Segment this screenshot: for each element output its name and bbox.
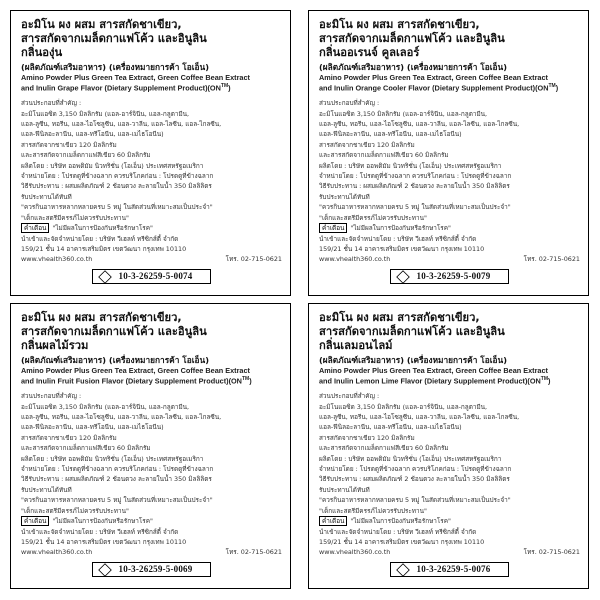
fda-registration-number: 10-3-26259-5-0079 (416, 270, 491, 281)
warning-row (21, 223, 282, 233)
fda-registration-number: 10-3-26259-5-0074 (118, 270, 193, 281)
website-text: www.vhealth360.co.th (319, 255, 391, 264)
label-text-line: "เด็กและสตรีมีครรภ์ไม่ควรรับประทาน" (21, 213, 129, 222)
label-text-line: "เด็กและสตรีมีครรภ์ไม่ควรรับประทาน" (319, 506, 427, 515)
warning-row (21, 516, 282, 526)
label-text-line: จำหน่ายโดย : โปรดดูที่ข้างฉลาก ควรบริโภคก่อน : โปรดดูที่ข้างฉลาก (21, 172, 214, 181)
label-text-line: อะมิโนแอซิด 3,150 มิลลิกรัม (แอล-อาร์จินีน, แอล-กลูตามีน, (21, 402, 190, 411)
english-name-line-1: Amino Powder Plus Green Tea Extract, Green Coffee Bean Extract (21, 73, 250, 82)
importer-line: นำเข้าและจัดจำหน่ายโดย : บริษัท วีเฮลท์ ทรีซิกส์ตี้ จำกัด (319, 234, 477, 243)
label-text-line: แอล-ฟีนิลอะลานีน, แอล-ทรีโอนีน, แอล-เมไธโอนีน) (21, 423, 164, 432)
warning-text: "ไม่มีผลในการป้องกันหรือรักษาโรค" (52, 517, 153, 526)
product-label-1 (10, 10, 291, 296)
label-text-line: "ควรกินอาหารหลากหลายครบ 5 หมู่ ในสัดส่วนที่เหมาะสมเป็นประจำ" (319, 203, 511, 212)
label-text-line: ส่วนประกอบที่สำคัญ : (21, 392, 82, 401)
english-name-line-1: Amino Powder Plus Green Tea Extract, Green Coffee Bean Extract (319, 366, 548, 375)
importer-line: นำเข้าและจัดจำหน่ายโดย : บริษัท วีเฮลท์ ทรีซิกส์ตี้ จำกัด (21, 234, 179, 243)
fda-registration-number: 10-3-26259-5-0076 (416, 563, 491, 574)
warning-label: คำเตือน (21, 223, 49, 233)
label-text-line: "ควรกินอาหารหลากหลายครบ 5 หมู่ ในสัดส่วนที่เหมาะสมเป็นประจำ" (21, 203, 213, 212)
trademark-mark: TM (220, 83, 229, 90)
label-text-line: สารสกัดจากชาเขียว 120 มิลลิกรัม (21, 433, 117, 442)
product-category: (ผลิตภัณฑ์เสริมอาหาร) (เครื่องหมายการค้า โอเอ็น) (21, 355, 209, 365)
label-text-line: อะมิโนแอซิด 3,150 มิลลิกรัม (แอล-อาร์จินีน, แอล-กลูตามีน, (319, 402, 488, 411)
product-label-4 (308, 303, 589, 589)
product-flavor: กลิ่นองุ่น (21, 46, 63, 59)
warning-text: "ไม่มีผลในการป้องกันหรือรักษาโรค" (52, 224, 153, 233)
label-text-line: "ควรกินอาหารหลากหลายครบ 5 หมู่ ในสัดส่วนที่เหมาะสมเป็นประจำ" (21, 496, 213, 505)
product-title-line-1: อะมิโน ผง ผสม สารสกัดชาเขียว, (21, 18, 182, 31)
label-text-line: วิธีรับประทาน : ผสมผลิตภัณฑ์ 2 ช้อนตวง ละลายในน้ำ 350 มิลลิลิตร (319, 475, 510, 484)
label-text-line: รับประทานได้ทันที (21, 485, 72, 494)
fda-registration (21, 562, 282, 577)
phone-text: โทร. 02-715-0621 (225, 548, 282, 557)
address-line: 159/21 ชั้น 14 อาคารเสริมมิตร เขตวัฒนา กรุงเทพ 10110 (21, 244, 187, 253)
label-text-line: อะมิโนแอซิด 3,150 มิลลิกรัม (แอล-อาร์จินีน, แอล-กลูตามีน, (21, 109, 190, 118)
product-title-line-2: สารสกัดจากเมล็ดกาแฟโค้ว และอินูลิน (319, 325, 505, 338)
website-text: www.vhealth360.co.th (21, 255, 93, 264)
trademark-mark: TM (241, 376, 250, 383)
website-text: www.vhealth360.co.th (319, 548, 391, 557)
warning-label: คำเตือน (21, 516, 49, 526)
label-text-line: จำหน่ายโดย : โปรดดูที่ข้างฉลาก ควรบริโภคก่อน : โปรดดูที่ข้างฉลาก (319, 465, 512, 474)
label-text-line: แอล-ฟีนิลอะลานีน, แอล-ทรีโอนีน, แอล-เมไธโอนีน) (319, 423, 462, 432)
fda-registration-box (92, 562, 212, 577)
product-flavor: กลิ่นผลไม้รวม (21, 339, 89, 352)
label-text-line: แอล-ฟีนิลอะลานีน, แอล-ทรีโอนีน, แอล-เมไธโอนีน) (319, 130, 462, 139)
product-category: (ผลิตภัณฑ์เสริมอาหาร) (เครื่องหมายการค้า โอเอ็น) (21, 62, 209, 72)
fda-logo-icon (98, 271, 110, 282)
product-title-line-2: สารสกัดจากเมล็ดกาแฟโค้ว และอินูลิน (21, 32, 207, 45)
warning-label: คำเตือน (319, 516, 347, 526)
label-text-line: วิธีรับประทาน : ผสมผลิตภัณฑ์ 2 ช้อนตวง ละลายในน้ำ 350 มิลลิลิตร (21, 475, 212, 484)
label-text-line: แอล-ลูซีน, ทอรีน, แอล-ไอโซลูซีน, แอล-วาลีน, แอล-ไลซีน, แอล-ไกลซีน, (319, 413, 520, 422)
contact-line (319, 254, 580, 264)
english-name-line-2: and Inulin Fruit Fusion Flavor (Dietary Supplement Product)(ON™) (21, 376, 252, 386)
english-name-line-1: Amino Powder Plus Green Tea Extract, Green Coffee Bean Extract (21, 366, 250, 375)
label-text-line: และสารสกัดจากเมล็ดกาแฟสีเขียว 60 มิลลิกรัม (21, 151, 151, 160)
contact-line (21, 547, 282, 557)
warning-row (319, 223, 580, 233)
phone-text: โทร. 02-715-0621 (225, 255, 282, 264)
fda-registration-box (390, 269, 510, 284)
fda-logo-icon (396, 271, 408, 282)
importer-line: นำเข้าและจัดจำหน่ายโดย : บริษัท วีเฮลท์ ทรีซิกส์ตี้ จำกัด (319, 527, 477, 536)
product-category: (ผลิตภัณฑ์เสริมอาหาร) (เครื่องหมายการค้า โอเอ็น) (319, 355, 507, 365)
label-text-line: สารสกัดจากชาเขียว 120 มิลลิกรัม (319, 433, 415, 442)
label-text-line: ผลิตโดย : บริษัท ออพติมัม นิวทริชั่น (โอเอ็น) ประเทศสหรัฐอเมริกา (21, 454, 204, 463)
label-text-line: แอล-ลูซีน, ทอรีน, แอล-ไอโซลูซีน, แอล-วาลีน, แอล-ไลซีน, แอล-ไกลซีน, (319, 120, 520, 129)
contact-line (21, 254, 282, 264)
trademark-mark: TM (548, 83, 556, 90)
label-text-line: รับประทานได้ทันที (319, 485, 370, 494)
address-line: 159/21 ชั้น 14 อาคารเสริมมิตร เขตวัฒนา กรุงเทพ 10110 (319, 244, 485, 253)
label-text-line: ส่วนประกอบที่สำคัญ : (319, 99, 380, 108)
warning-row (319, 516, 580, 526)
product-label-2 (308, 10, 589, 296)
label-text-line: ส่วนประกอบที่สำคัญ : (319, 392, 380, 401)
fda-registration-number: 10-3-26259-5-0069 (118, 563, 193, 574)
ingredients-block (21, 98, 282, 223)
ingredients-block (21, 391, 282, 516)
label-text-line: "เด็กและสตรีมีครรภ์ไม่ควรรับประทาน" (21, 506, 129, 515)
label-text-line: "ควรกินอาหารหลากหลายครบ 5 หมู่ ในสัดส่วนที่เหมาะสมเป็นประจำ" (319, 496, 511, 505)
english-name-line-1: Amino Powder Plus Green Tea Extract, Green Coffee Bean Extract (319, 73, 548, 82)
product-title-line-1: อะมิโน ผง ผสม สารสกัดชาเขียว, (319, 18, 480, 31)
warning-text: "ไม่มีผลในการป้องกันหรือรักษาโรค" (350, 517, 451, 526)
ingredients-block (319, 391, 580, 516)
label-text-line: ส่วนประกอบที่สำคัญ : (21, 99, 82, 108)
fda-registration (319, 269, 580, 284)
address-line: 159/21 ชั้น 14 อาคารเสริมมิตร เขตวัฒนา กรุงเทพ 10110 (21, 537, 187, 546)
fda-registration (319, 562, 580, 577)
label-text-line: ผลิตโดย : บริษัท ออพติมัม นิวทริชั่น (โอเอ็น) ประเทศสหรัฐอเมริกา (319, 454, 502, 463)
contact-line (319, 547, 580, 557)
label-text-line: รับประทานได้ทันที (21, 192, 72, 201)
product-title-line-1: อะมิโน ผง ผสม สารสกัดชาเขียว, (21, 311, 182, 324)
product-category: (ผลิตภัณฑ์เสริมอาหาร) (เครื่องหมายการค้า โอเอ็น) (319, 62, 507, 72)
trademark-mark: TM (540, 376, 548, 383)
label-text-line: และสารสกัดจากเมล็ดกาแฟสีเขียว 60 มิลลิกรัม (319, 444, 449, 453)
fda-logo-icon (98, 564, 110, 575)
product-title-line-1: อะมิโน ผง ผสม สารสกัดชาเขียว, (319, 311, 480, 324)
label-text-line: วิธีรับประทาน : ผสมผลิตภัณฑ์ 2 ช้อนตวง ละลายในน้ำ 350 มิลลิลิตร (21, 182, 212, 191)
label-text-line: และสารสกัดจากเมล็ดกาแฟสีเขียว 60 มิลลิกรัม (21, 444, 151, 453)
english-name-line-2: and Inulin Grape Flavor (Dietary Supplement Product)(ON™) (21, 83, 231, 93)
label-text-line: อะมิโนแอซิด 3,150 มิลลิกรัม (แอล-อาร์จินีน, แอล-กลูตามีน, (319, 109, 488, 118)
label-text-line: แอล-ฟีนิลอะลานีน, แอล-ทรีโอนีน, แอล-เมไธโอนีน) (21, 130, 164, 139)
phone-text: โทร. 02-715-0621 (523, 255, 580, 264)
label-text-line: แอล-ลูซีน, ทอรีน, แอล-ไอโซลูซีน, แอล-วาลีน, แอล-ไลซีน, แอล-ไกลซีน, (21, 413, 222, 422)
label-text-line: ผลิตโดย : บริษัท ออพติมัม นิวทริชั่น (โอเอ็น) ประเทศสหรัฐอเมริกา (21, 161, 204, 170)
product-flavor: กลิ่นเลมอนไลม์ (319, 339, 393, 352)
label-text-line: สารสกัดจากชาเขียว 120 มิลลิกรัม (21, 140, 117, 149)
ingredients-block (319, 98, 580, 223)
english-name-line-2: and Inulin Orange Cooler Flavor (Dietary Supplement Product)(ON™) (319, 83, 559, 93)
english-name-line-2: and Inulin Lemon Lime Flavor (Dietary Supplement Product)(ON™) (319, 376, 551, 386)
label-text-line: วิธีรับประทาน : ผสมผลิตภัณฑ์ 2 ช้อนตวง ละลายในน้ำ 350 มิลลิลิตร (319, 182, 510, 191)
website-text: www.vhealth360.co.th (21, 548, 93, 557)
product-label-3 (10, 303, 291, 589)
address-line: 159/21 ชั้น 14 อาคารเสริมมิตร เขตวัฒนา กรุงเทพ 10110 (319, 537, 485, 546)
label-text-line: รับประทานได้ทันที (319, 192, 370, 201)
label-text-line: ผลิตโดย : บริษัท ออพติมัม นิวทริชั่น (โอเอ็น) ประเทศสหรัฐอเมริกา (319, 161, 502, 170)
warning-text: "ไม่มีผลในการป้องกันหรือรักษาโรค" (350, 224, 451, 233)
warning-label: คำเตือน (319, 223, 347, 233)
label-text-line: จำหน่ายโดย : โปรดดูที่ข้างฉลาก ควรบริโภคก่อน : โปรดดูที่ข้างฉลาก (21, 465, 214, 474)
product-title-line-2: สารสกัดจากเมล็ดกาแฟโค้ว และอินูลิน (319, 32, 505, 45)
label-text-line: และสารสกัดจากเมล็ดกาแฟสีเขียว 60 มิลลิกรัม (319, 151, 449, 160)
label-text-line: แอล-ลูซีน, ทอรีน, แอล-ไอโซลูซีน, แอล-วาลีน, แอล-ไลซีน, แอล-ไกลซีน, (21, 120, 222, 129)
phone-text: โทร. 02-715-0621 (523, 548, 580, 557)
fda-registration (21, 269, 282, 284)
importer-line: นำเข้าและจัดจำหน่ายโดย : บริษัท วีเฮลท์ ทรีซิกส์ตี้ จำกัด (21, 527, 179, 536)
label-text-line: "เด็กและสตรีมีครรภ์ไม่ควรรับประทาน" (319, 213, 427, 222)
product-flavor: กลิ่นออเรนจ์ คูลเลอร์ (319, 46, 420, 59)
product-title-line-2: สารสกัดจากเมล็ดกาแฟโค้ว และอินูลิน (21, 325, 207, 338)
fda-logo-icon (396, 564, 408, 575)
label-text-line: จำหน่ายโดย : โปรดดูที่ข้างฉลาก ควรบริโภคก่อน : โปรดดูที่ข้างฉลาก (319, 172, 512, 181)
label-text-line: สารสกัดจากชาเขียว 120 มิลลิกรัม (319, 140, 415, 149)
fda-registration-box (92, 269, 212, 284)
fda-registration-box (390, 562, 510, 577)
